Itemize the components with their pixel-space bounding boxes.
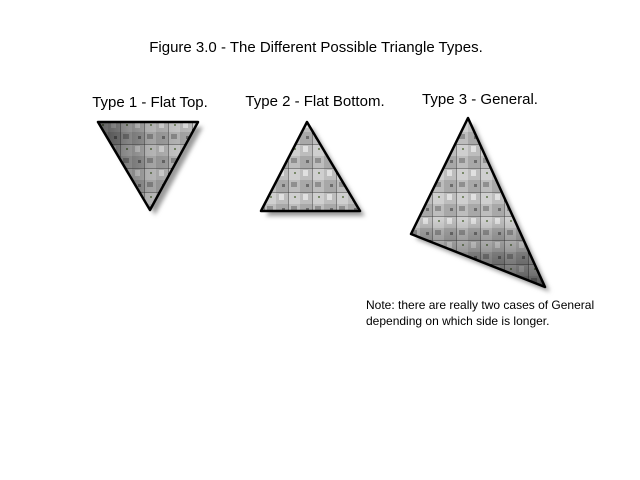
triangle-shading [98, 122, 198, 210]
note-line-1: Note: there are really two cases of General [366, 298, 595, 312]
triangle-flat-top [98, 122, 203, 215]
triangle-label-type1: Type 1 - Flat Top. [92, 94, 208, 111]
triangle-label-type2: Type 2 - Flat Bottom. [245, 93, 385, 110]
figure-title: Figure 3.0 - The Different Possible Triangle Types. [149, 39, 483, 56]
triangle-flat-bottom [261, 122, 365, 216]
triangle-texture [261, 122, 360, 211]
note-line-2: depending on which side is longer. [366, 314, 550, 328]
triangle-general [411, 118, 550, 292]
triangle-label-type3: Type 3 - General. [422, 91, 538, 108]
